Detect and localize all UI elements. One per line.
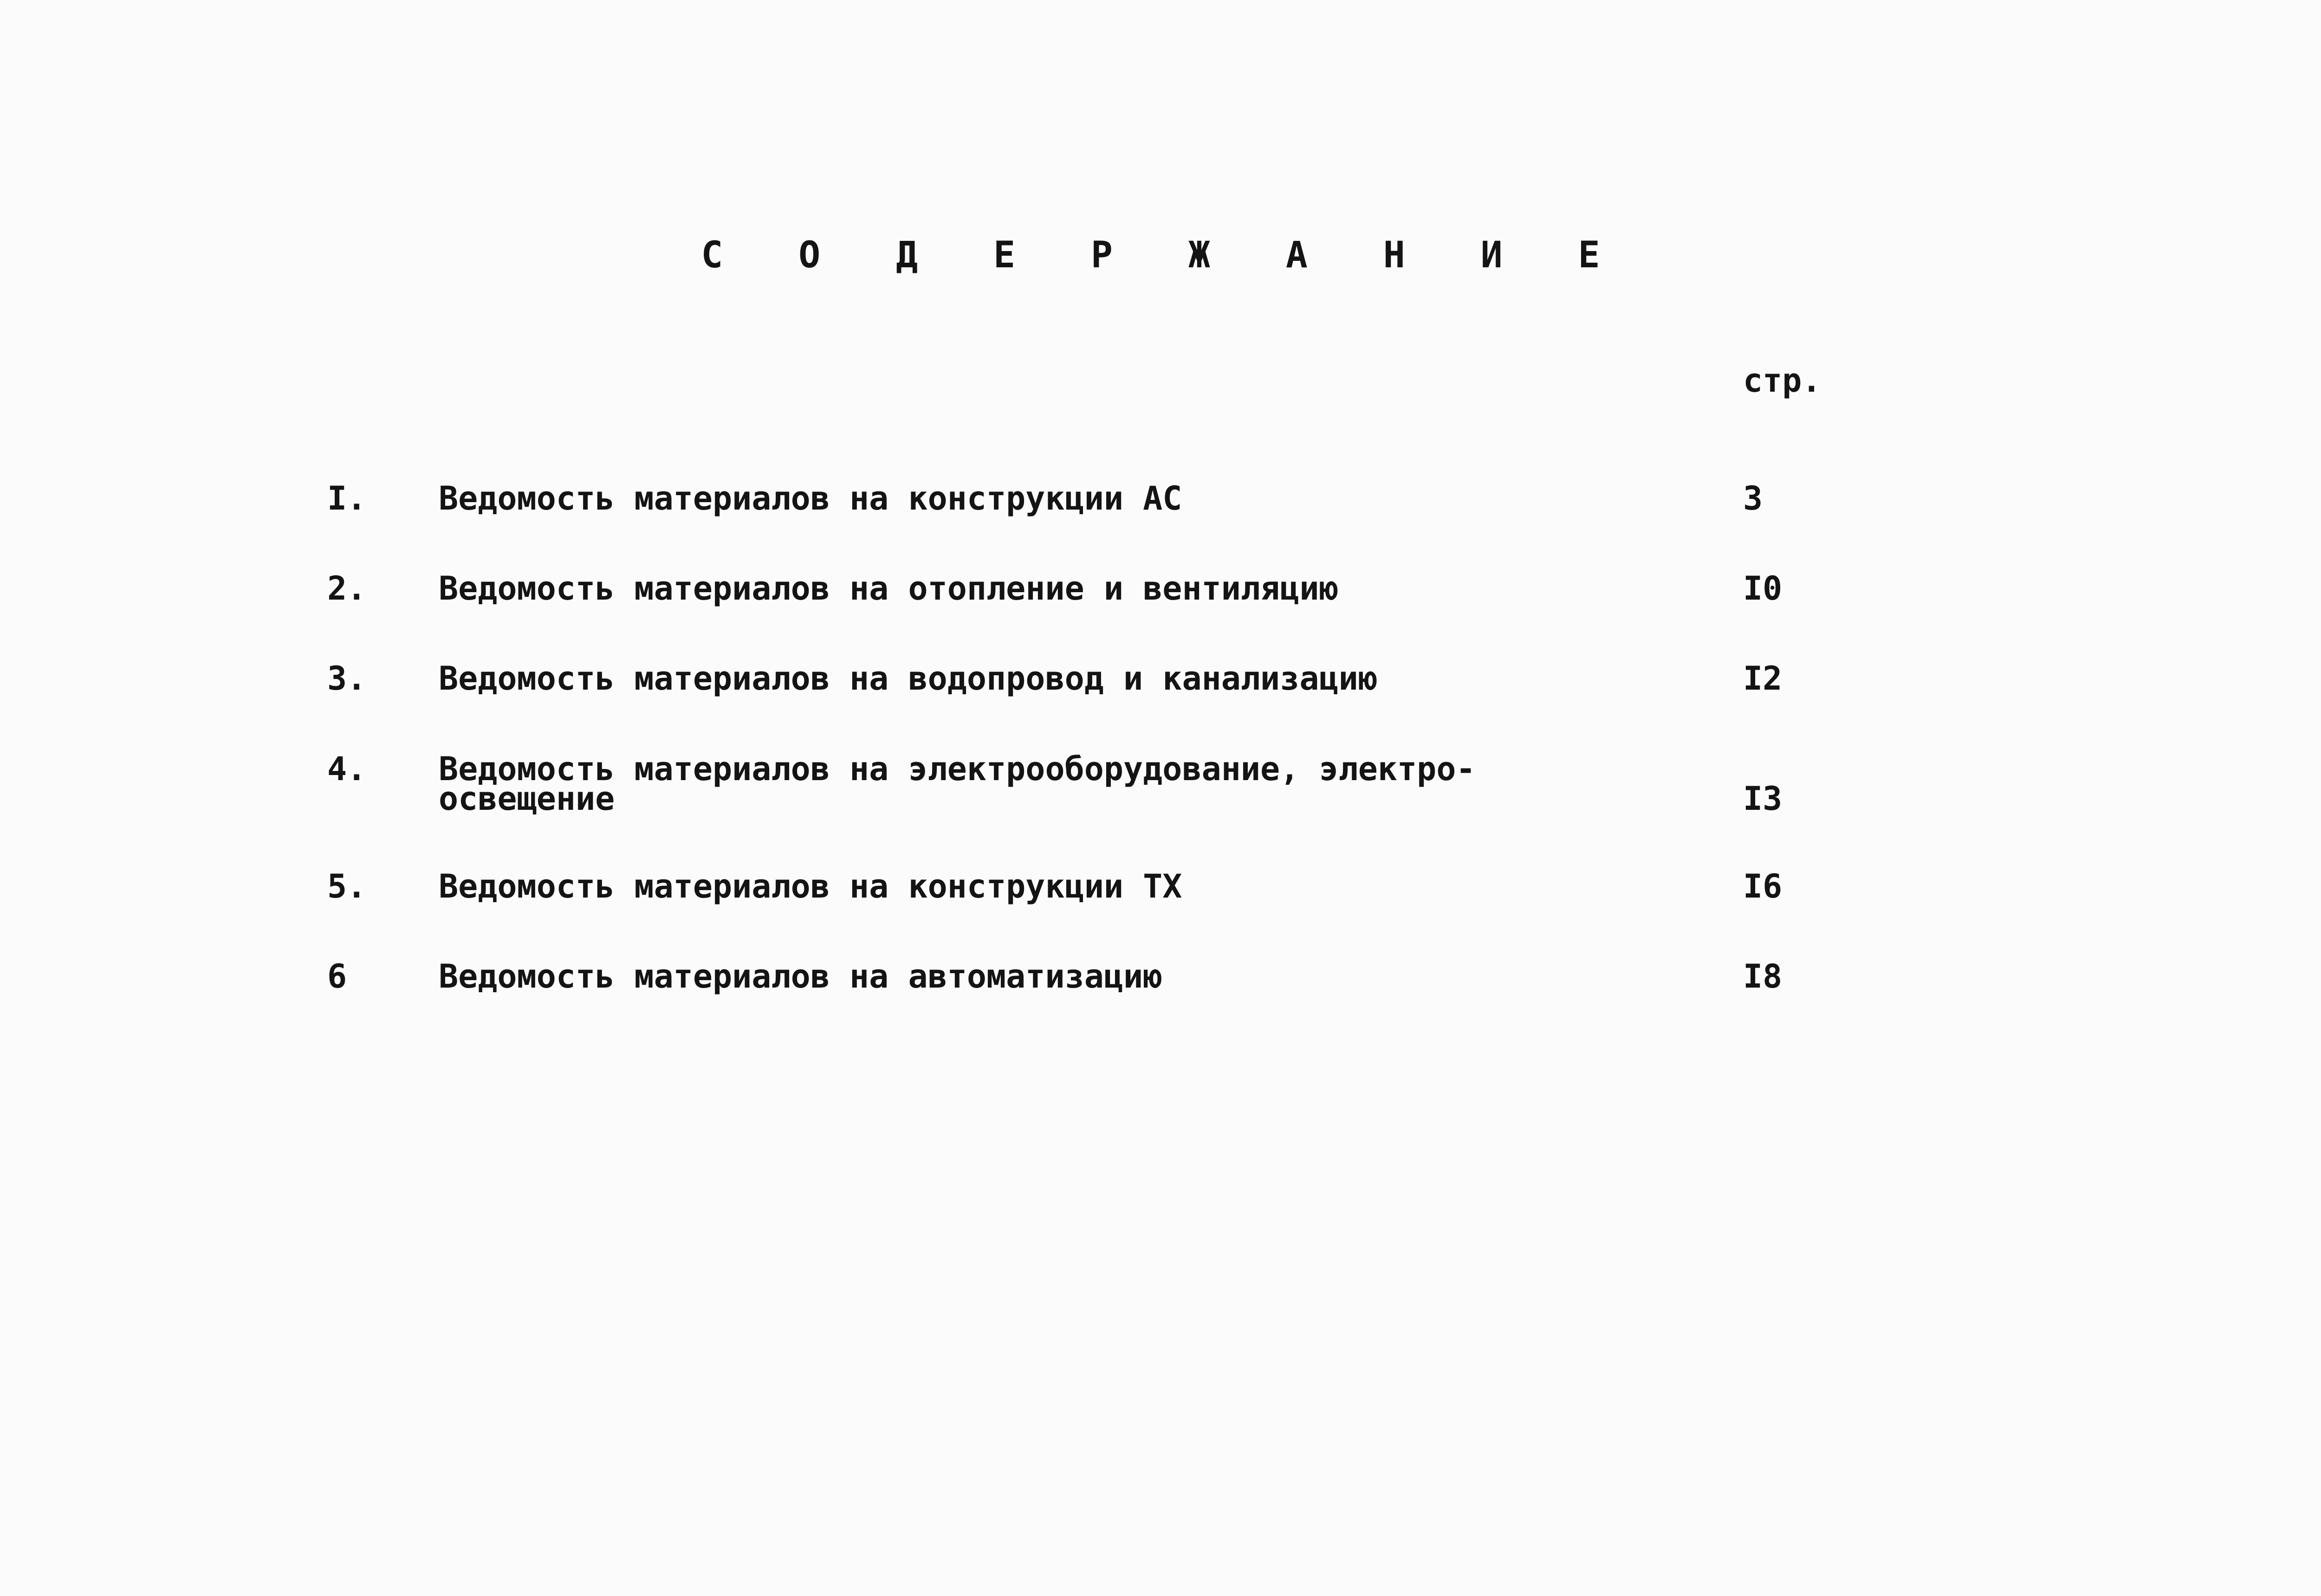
- toc-entry-text-line: Ведомость материалов на электрооборудование, электро-: [439, 750, 1476, 788]
- toc-entry-page: I2: [1743, 659, 1783, 698]
- toc-entry-text-line: Ведомость материалов на отопление и вентиляцию: [439, 569, 1339, 607]
- toc-entry-page: I3: [1743, 780, 1783, 818]
- toc-entry-page: I6: [1743, 867, 1783, 905]
- toc-entry-text: [439, 569, 1460, 607]
- toc-entry-text-line: Ведомость материалов на конструкции ТХ: [439, 867, 1182, 905]
- toc-entry-number: 5.: [327, 867, 367, 905]
- toc-entry-page: 3: [1743, 479, 1763, 517]
- toc-entry-text-line: освещение: [439, 780, 615, 818]
- toc-entry-number: 6: [327, 957, 347, 995]
- toc-entry-text: [439, 479, 1460, 517]
- toc-entry-number: 3.: [327, 659, 367, 698]
- toc-entry-text-line: Ведомость материалов на конструкции АС: [439, 479, 1182, 517]
- toc-entry-text: [439, 750, 1476, 818]
- page-column-header: стр.: [1743, 362, 1822, 400]
- toc-entry-number: I.: [327, 479, 367, 517]
- toc-entry-number: 4.: [327, 750, 367, 788]
- toc-entry-page: I8: [1743, 957, 1783, 995]
- toc-entry-page: I0: [1743, 569, 1783, 607]
- toc-entry-text: [439, 957, 1460, 995]
- toc-entry-text-line: Ведомость материалов на водопровод и канализацию: [439, 659, 1378, 698]
- contents-title: С О Д Е Р Ж А Н И Е: [701, 234, 1627, 276]
- toc-entry-number: 2.: [327, 569, 367, 607]
- toc-entry-text: [439, 867, 1460, 905]
- toc-entry-text: [439, 659, 1460, 698]
- toc-entry-text-line: Ведомость материалов на автоматизацию: [439, 957, 1163, 995]
